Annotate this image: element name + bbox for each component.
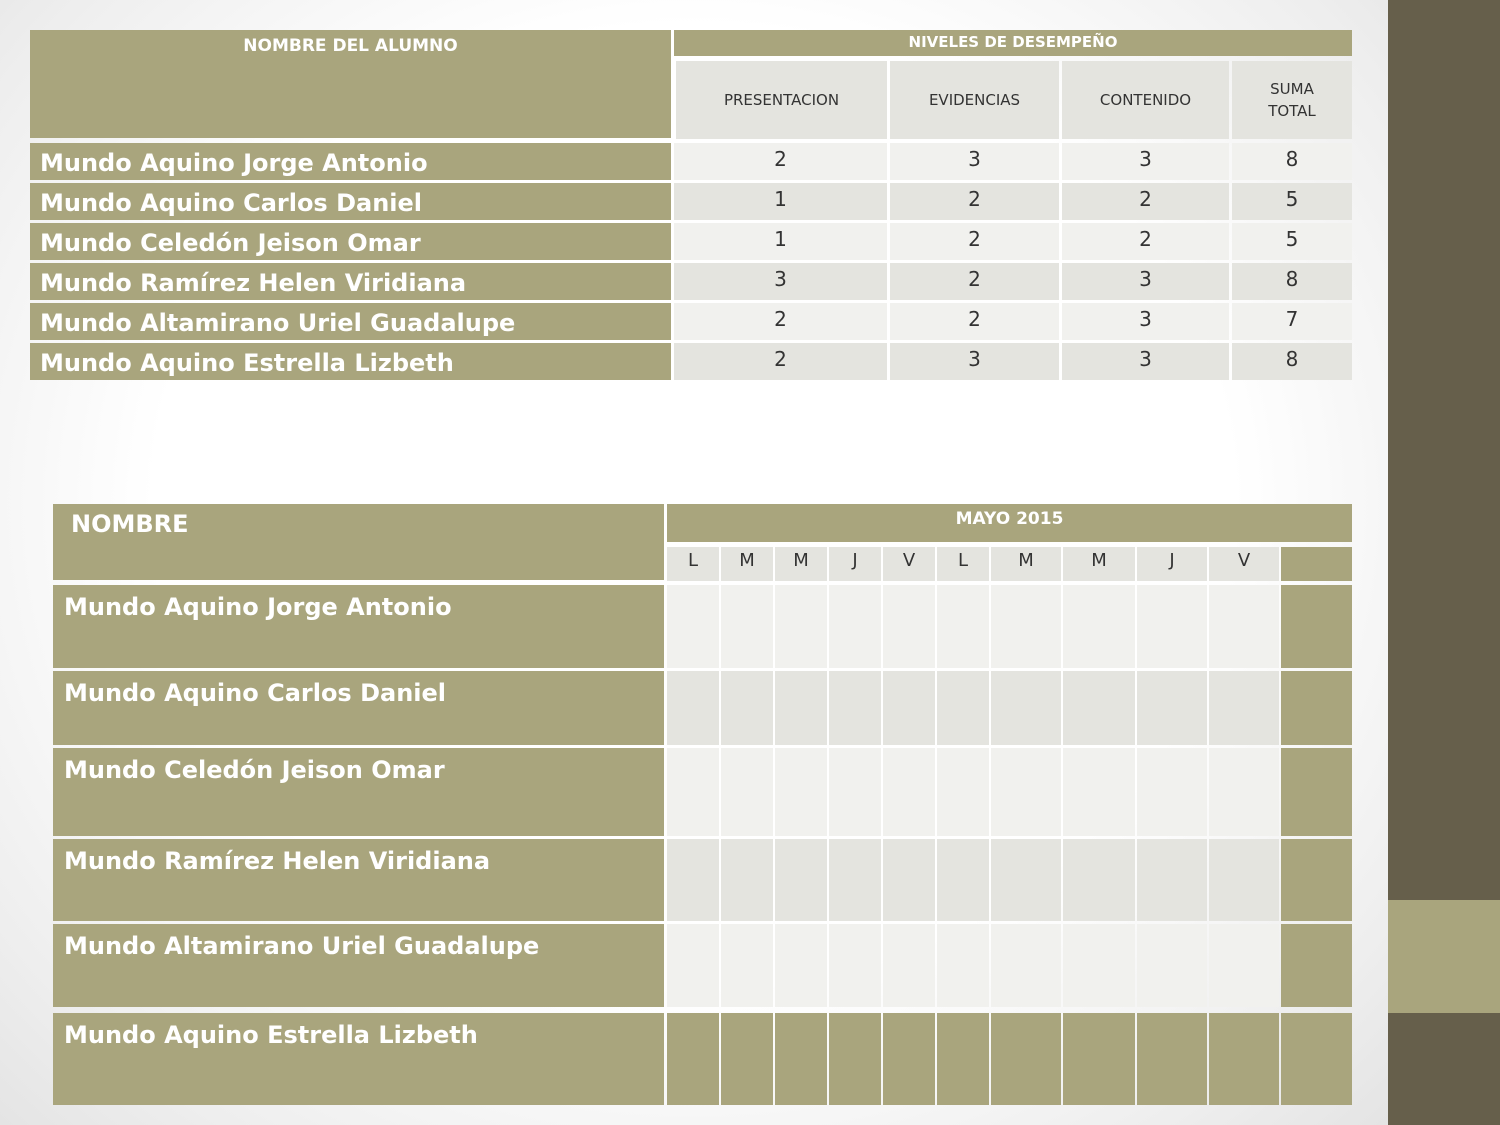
student-name-cell: Mundo Ramírez Helen Viridiana xyxy=(30,263,671,300)
attendance-cell xyxy=(1209,671,1279,745)
student-name-cell: Mundo Aquino Carlos Daniel xyxy=(53,671,664,745)
attendance-cell xyxy=(883,839,935,921)
attendance-cell xyxy=(721,671,773,745)
score-cell: 3 xyxy=(1062,343,1229,380)
day-header-cell: M xyxy=(991,547,1061,581)
attendance-cell xyxy=(667,924,719,1007)
attendance-cell xyxy=(721,1013,773,1105)
score-cell: 2 xyxy=(1062,223,1229,260)
attendance-cell xyxy=(991,585,1061,668)
day-header-cell: M xyxy=(721,547,773,581)
attendance-cell xyxy=(1137,748,1207,836)
month-header: MAYO 2015 xyxy=(667,504,1352,542)
score-cell: 2 xyxy=(674,343,887,380)
row-end-cell xyxy=(1281,839,1352,921)
score-cell: 5 xyxy=(1232,223,1352,260)
attendance-cell xyxy=(937,748,989,836)
name-header: NOMBRE xyxy=(53,504,664,580)
student-name-header: NOMBRE DEL ALUMNO xyxy=(30,30,671,138)
attendance-cell xyxy=(775,839,827,921)
attendance-cell xyxy=(829,1013,881,1105)
attendance-cell xyxy=(775,671,827,745)
score-cell: 3 xyxy=(1062,303,1229,340)
attendance-cell xyxy=(667,671,719,745)
row-end-cell xyxy=(1281,671,1352,745)
performance-levels-header: NIVELES DE DESEMPEÑO xyxy=(674,30,1352,56)
row-end-cell xyxy=(1281,924,1352,1007)
attendance-cell xyxy=(775,585,827,668)
score-cell: 2 xyxy=(890,183,1059,220)
attendance-cell xyxy=(937,671,989,745)
attendance-cell xyxy=(775,748,827,836)
student-name-cell: Mundo Celedón Jeison Omar xyxy=(53,748,664,836)
attendance-cell xyxy=(667,748,719,836)
attendance-cell xyxy=(1209,748,1279,836)
attendance-cell xyxy=(883,585,935,668)
attendance-cell xyxy=(883,924,935,1007)
attendance-cell xyxy=(775,1013,827,1105)
day-header-cell: L xyxy=(667,547,719,581)
column-header-presentacion: PRESENTACION xyxy=(676,61,887,139)
score-cell: 8 xyxy=(1232,343,1352,380)
attendance-cell xyxy=(1063,1013,1135,1105)
row-end-cell xyxy=(1281,1013,1352,1105)
attendance-cell xyxy=(991,748,1061,836)
attendance-cell xyxy=(829,839,881,921)
score-cell: 8 xyxy=(1232,263,1352,300)
attendance-cell xyxy=(829,671,881,745)
column-header-evidencias: EVIDENCIAS xyxy=(890,61,1059,139)
day-header-cell: V xyxy=(1209,547,1279,581)
score-cell: 7 xyxy=(1232,303,1352,340)
attendance-cell xyxy=(829,924,881,1007)
attendance-cell xyxy=(937,924,989,1007)
row-end-cell xyxy=(1281,748,1352,836)
attendance-cell xyxy=(1137,585,1207,668)
score-cell: 3 xyxy=(890,343,1059,380)
attendance-cell xyxy=(883,1013,935,1105)
attendance-cell xyxy=(1063,839,1135,921)
student-name-cell: Mundo Aquino Jorge Antonio xyxy=(53,585,664,668)
day-header-cell: M xyxy=(775,547,827,581)
day-header-blank xyxy=(1281,547,1352,581)
attendance-cell xyxy=(667,839,719,921)
attendance-cell xyxy=(883,748,935,836)
attendance-cell xyxy=(883,671,935,745)
attendance-cell xyxy=(775,924,827,1007)
score-cell: 3 xyxy=(674,263,887,300)
score-cell: 8 xyxy=(1232,143,1352,180)
row-end-cell xyxy=(1281,585,1352,668)
attendance-cell xyxy=(829,748,881,836)
attendance-cell xyxy=(1063,671,1135,745)
attendance-cell xyxy=(991,671,1061,745)
score-cell: 2 xyxy=(674,143,887,180)
score-cell: 3 xyxy=(1062,143,1229,180)
day-header-cell: L xyxy=(937,547,989,581)
attendance-cell xyxy=(1137,839,1207,921)
student-name-cell: Mundo Celedón Jeison Omar xyxy=(30,223,671,260)
day-header-cell: V xyxy=(883,547,935,581)
score-cell: 1 xyxy=(674,183,887,220)
student-name-cell: Mundo Aquino Carlos Daniel xyxy=(30,183,671,220)
attendance-cell xyxy=(991,924,1061,1007)
attendance-cell xyxy=(937,839,989,921)
student-name-cell: Mundo Aquino Estrella Lizbeth xyxy=(53,1013,664,1105)
attendance-cell xyxy=(991,839,1061,921)
day-header-cell: M xyxy=(1063,547,1135,581)
attendance-cell xyxy=(1209,585,1279,668)
attendance-cell xyxy=(667,585,719,668)
score-cell: 2 xyxy=(1062,183,1229,220)
attendance-cell xyxy=(667,1013,719,1105)
attendance-cell xyxy=(829,585,881,668)
score-cell: 2 xyxy=(674,303,887,340)
attendance-cell xyxy=(937,585,989,668)
attendance-cell xyxy=(937,1013,989,1105)
attendance-cell xyxy=(1209,1013,1279,1105)
attendance-cell xyxy=(991,1013,1061,1105)
score-cell: 5 xyxy=(1232,183,1352,220)
student-name-cell: Mundo Aquino Estrella Lizbeth xyxy=(30,343,671,380)
attendance-cell xyxy=(1063,924,1135,1007)
attendance-cell xyxy=(1137,924,1207,1007)
attendance-cell xyxy=(1137,1013,1207,1105)
day-header-cell: J xyxy=(1137,547,1207,581)
score-cell: 2 xyxy=(890,223,1059,260)
attendance-cell xyxy=(1209,924,1279,1007)
column-header-suma-total: SUMA TOTAL xyxy=(1232,61,1352,139)
score-cell: 3 xyxy=(1062,263,1229,300)
score-cell: 1 xyxy=(674,223,887,260)
side-band-decoration xyxy=(1388,900,1500,1013)
attendance-cell xyxy=(1063,748,1135,836)
score-cell: 2 xyxy=(890,303,1059,340)
attendance-cell xyxy=(721,585,773,668)
attendance-cell xyxy=(1209,839,1279,921)
attendance-cell xyxy=(721,924,773,1007)
attendance-cell xyxy=(1137,671,1207,745)
student-name-cell: Mundo Aquino Jorge Antonio xyxy=(30,143,671,180)
column-header-contenido: CONTENIDO xyxy=(1062,61,1229,139)
attendance-cell xyxy=(721,839,773,921)
attendance-cell xyxy=(1063,585,1135,668)
day-header-cell: J xyxy=(829,547,881,581)
score-cell: 3 xyxy=(890,143,1059,180)
attendance-cell xyxy=(721,748,773,836)
score-cell: 2 xyxy=(890,263,1059,300)
student-name-cell: Mundo Ramírez Helen Viridiana xyxy=(53,839,664,921)
student-name-cell: Mundo Altamirano Uriel Guadalupe xyxy=(53,924,664,1007)
student-name-cell: Mundo Altamirano Uriel Guadalupe xyxy=(30,303,671,340)
